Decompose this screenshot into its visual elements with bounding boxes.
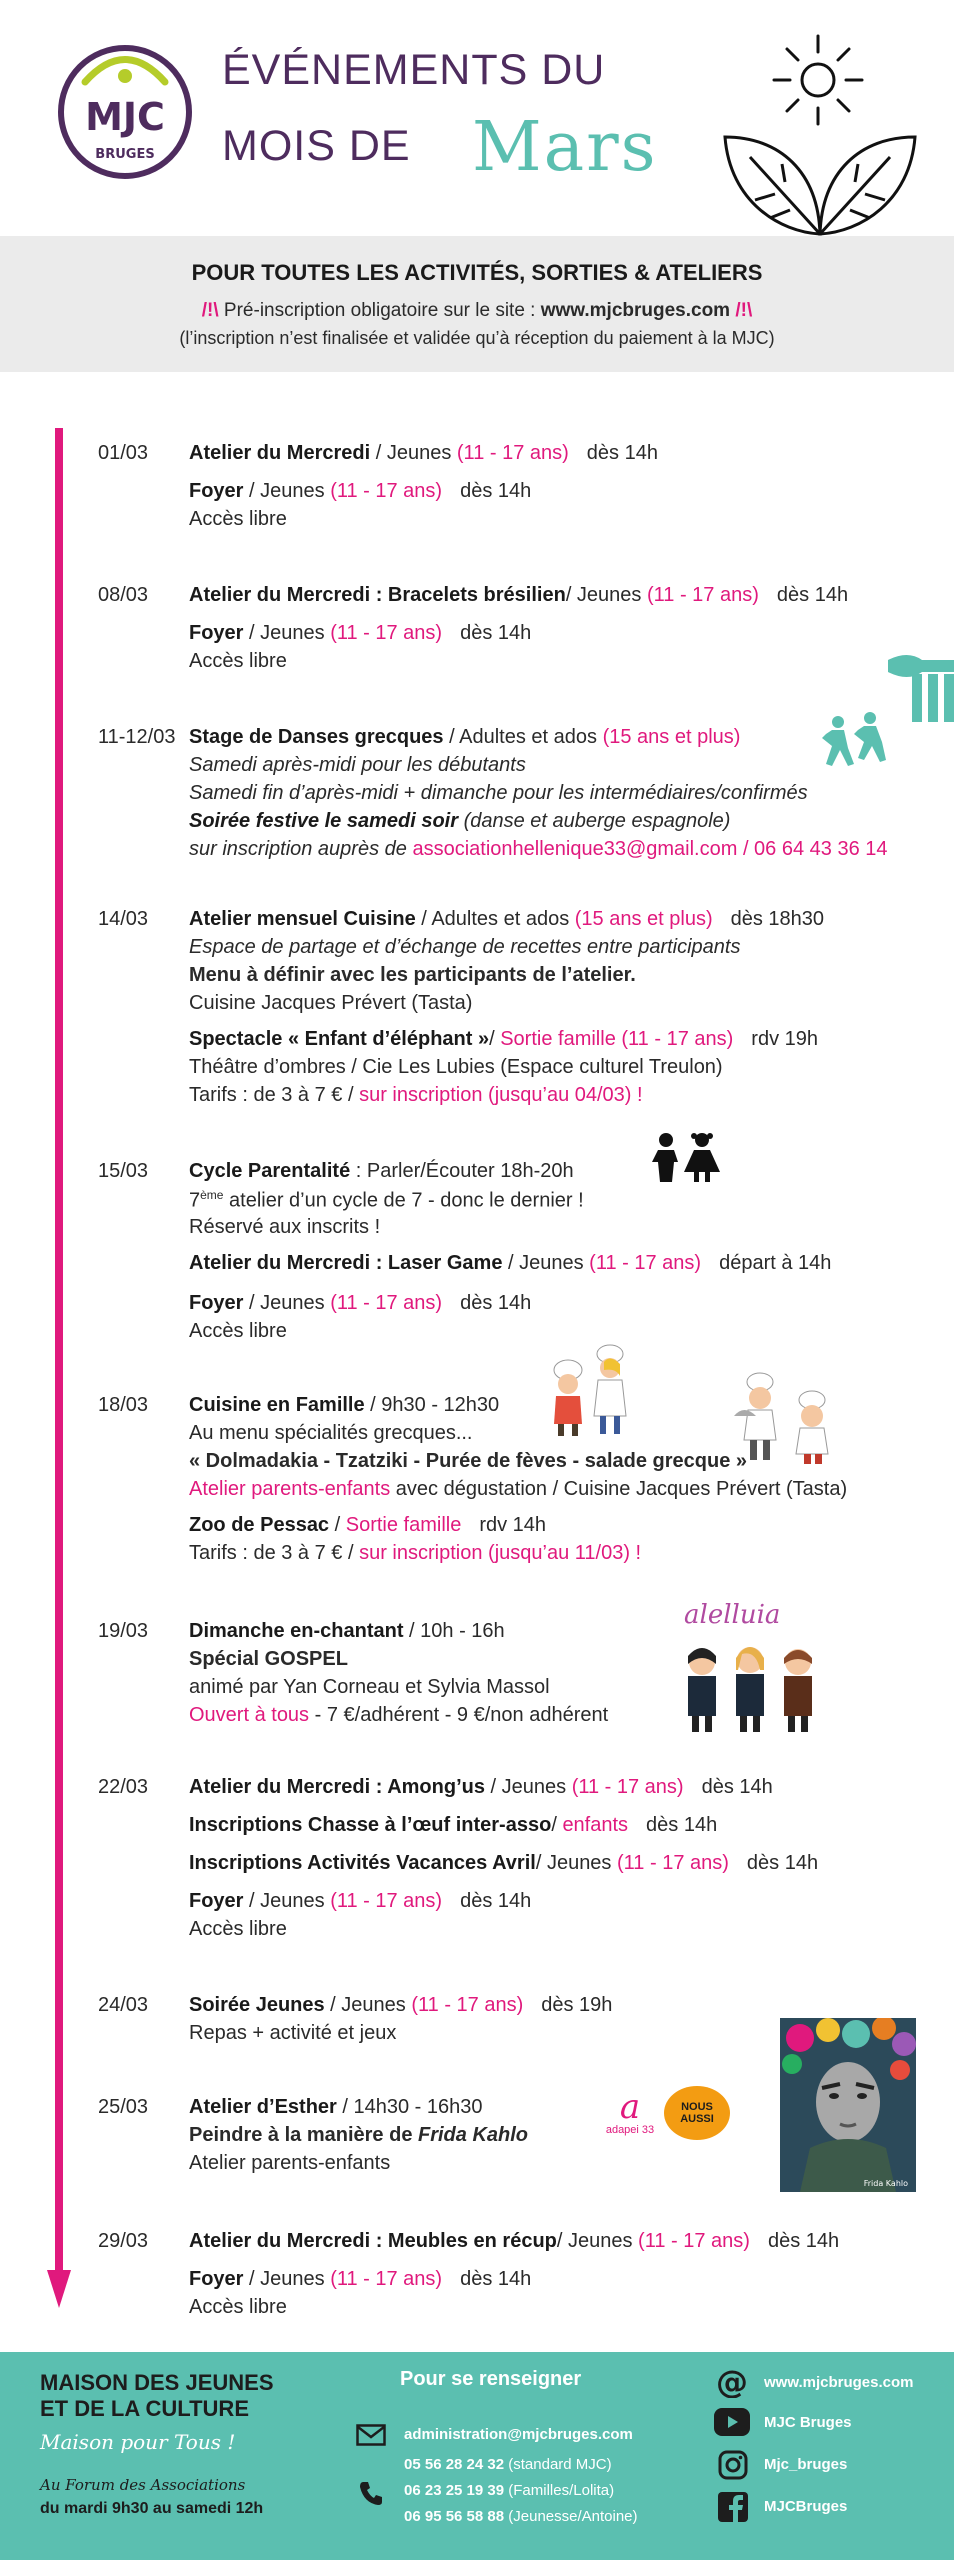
age-range: (15 ans et plus): [574, 908, 713, 930]
event-title: Foyer: [189, 1292, 244, 1314]
event-line: [189, 622, 531, 645]
event-line: [189, 810, 730, 833]
event-text: / 14h30 - 16h30: [336, 2096, 483, 2118]
event-text: Tarifs : de 3 à 7 € /: [189, 1542, 360, 1564]
header: [0, 0, 954, 236]
event-line: Samedi fin d’après-midi + dimanche pour les intermédiaires/confirmés: [189, 782, 808, 804]
age-range: (11 - 17 ans): [411, 1994, 524, 2016]
family-tag: Atelier parents-enfants: [189, 1478, 391, 1500]
adapei-label: adapei 33: [605, 2124, 655, 2136]
event-line: [189, 1776, 773, 1799]
sun-icon: [770, 32, 866, 128]
age-range: enfants: [562, 1814, 629, 1836]
alleluia-text: alelluia: [684, 1600, 781, 1630]
event-text: / Jeunes: [565, 584, 647, 606]
timeline-arrow-icon: [47, 2270, 71, 2308]
parent-child-icon: [648, 1132, 724, 1184]
age-range: (11 - 17 ans): [646, 584, 759, 606]
event-text: / Jeunes: [370, 442, 457, 464]
title-line1: ÉVÉNEMENTS DU: [222, 46, 606, 94]
event-line: Accès libre: [189, 508, 287, 530]
frida-painting-image: [780, 2018, 916, 2192]
slogan: Maison pour Tous !: [40, 2430, 236, 2454]
event-line: [189, 584, 848, 607]
chefs-icon: [730, 1370, 840, 1466]
event-line: [189, 1814, 717, 1837]
info-line2: (l’inscription n’est finalisée et validée qu’à réception du paiement à la MJC): [179, 328, 775, 348]
event-title: Foyer: [189, 1890, 244, 1912]
event-time: dès 18h30: [730, 908, 825, 930]
event-line: [189, 1890, 531, 1913]
phone-label: (Jeunesse/Antoine): [504, 2508, 638, 2525]
event-line: [189, 1704, 608, 1727]
event-line: [189, 480, 531, 503]
info-line1-prefix: Pré-inscription obligatoire sur le site :: [223, 300, 541, 321]
event-title: Inscriptions Chasse à l’œuf inter-asso: [189, 1814, 552, 1836]
event-title: Foyer: [189, 480, 244, 502]
nous-aussi-logo: [664, 2086, 730, 2140]
event-text: / Jeunes: [243, 2268, 331, 2290]
event-line: « Dolmadakia - Tzatziki - Purée de fèves - salade grecque »: [189, 1450, 747, 1472]
age-range: (11 - 17 ans): [330, 1890, 443, 1912]
event-line: [189, 2096, 483, 2119]
event-title: Atelier du Mercredi : Bracelets brésilien: [189, 584, 566, 606]
event-text: /: [551, 1814, 563, 1836]
event-date: 15/03: [98, 1160, 149, 1182]
event-line: [189, 1394, 499, 1417]
greek-column-icon: [888, 650, 954, 722]
age-range: (11 - 17 ans): [621, 1028, 734, 1050]
event-line: [189, 908, 824, 931]
warning-right: /!\: [735, 300, 753, 321]
title-month: Mars: [472, 108, 658, 187]
event-line: Accès libre: [189, 1918, 287, 1940]
event-time: dès 14h: [460, 622, 532, 644]
footer: [0, 2352, 954, 2560]
event-line: Samedi après-midi pour les débutants: [189, 754, 526, 776]
superscript: ème: [200, 1188, 224, 1202]
svg-text:@: @: [716, 2366, 748, 2398]
event-title: Atelier du Mercredi : Laser Game: [189, 1252, 503, 1274]
event-line: [189, 1994, 612, 2017]
event-line: [189, 442, 658, 465]
event-title: Atelier du Mercredi : Among’us: [189, 1776, 485, 1798]
event-line: [189, 1542, 641, 1565]
event-time: dès 14h: [701, 1776, 773, 1798]
event-line: animé par Yan Corneau et Sylvia Massol: [189, 1676, 550, 1698]
event-line: [189, 1252, 831, 1275]
event-date: 01/03: [98, 442, 149, 464]
title-line2: MOIS DE: [222, 122, 411, 170]
event-line: Repas + activité et jeux: [189, 2022, 397, 2044]
event-time: départ à 14h: [719, 1252, 832, 1274]
mail-icon: [356, 2424, 386, 2446]
instagram-link[interactable]: Mjc_bruges: [764, 2456, 848, 2473]
event-text: 7: [189, 1189, 201, 1212]
opening-hours: du mardi 9h30 au samedi 12h: [40, 2500, 264, 2517]
at-icon: [716, 2366, 748, 2398]
event-text: / Adultes et ados: [443, 726, 603, 748]
site-link[interactable]: www.mjcbruges.com: [540, 300, 731, 321]
phone-line[interactable]: [404, 2482, 614, 2499]
event-line: [189, 1514, 546, 1537]
artist-name: Frida Kahlo: [418, 2124, 529, 2146]
event-line: Réservé aux inscrits !: [189, 1216, 381, 1238]
family-tag: Sortie famille: [345, 1514, 462, 1536]
leaves-icon: [720, 122, 920, 242]
event-title: Soirée festive le samedi soir: [189, 810, 459, 832]
dancers-icon: [820, 712, 892, 768]
event-line: [189, 1852, 818, 1875]
event-title: Atelier du Mercredi: [189, 442, 371, 464]
event-date: 14/03: [98, 908, 149, 930]
age-range: (11 - 17 ans): [589, 1252, 702, 1274]
event-title: Foyer: [189, 622, 244, 644]
event-title: Spectacle « Enfant d’éléphant »: [189, 1028, 490, 1050]
phone-number: 06 95 56 58 88: [404, 2508, 505, 2525]
event-text: Peindre à la manière de: [189, 2124, 418, 2146]
age-range: (11 - 17 ans): [617, 1852, 729, 1874]
contact-link[interactable]: associationhellenique33@gmail.com / 06 64 43 36 14: [412, 838, 888, 860]
info-heading: POUR TOUTES LES ACTIVITÉS, SORTIES & ATELIERS: [191, 260, 763, 285]
event-title: Atelier d’Esther: [189, 2096, 337, 2118]
event-line: Spécial GOSPEL: [189, 1648, 348, 1670]
forum-address: Au Forum des Associations: [40, 2476, 246, 2494]
event-title: Cycle Parentalité: [189, 1160, 351, 1182]
event-text: atelier d’un cycle de 7 - donc le dernier !: [223, 1189, 584, 1212]
event-title: Stage de Danses grecques: [189, 726, 444, 748]
youtube-icon: [714, 2408, 750, 2436]
phone-number: 06 23 25 19 39: [404, 2482, 505, 2499]
age-range: (11 - 17 ans): [330, 1292, 443, 1314]
phone-label: (standard MJC): [504, 2456, 612, 2473]
phone-icon: [358, 2480, 384, 2506]
event-text: - 7 €/adhérent - 9 €/non adhérent: [309, 1704, 609, 1726]
event-time: dès 14h: [460, 1292, 532, 1314]
event-line: [189, 2230, 839, 2253]
info-heading: Pour se renseigner: [400, 2368, 582, 2390]
instagram-icon: [718, 2450, 748, 2480]
event-time: dès 19h: [541, 1994, 613, 2016]
event-text: / Jeunes: [502, 1252, 590, 1274]
event-time: dès 14h: [460, 2268, 532, 2290]
phone-line[interactable]: [404, 2456, 612, 2473]
info-band: [0, 236, 954, 372]
event-text: / Jeunes: [484, 1776, 572, 1798]
event-text: / Jeunes: [243, 622, 331, 644]
event-line: [189, 2124, 528, 2147]
event-line: [189, 2268, 531, 2291]
event-time: dès 14h: [586, 442, 658, 464]
event-line: [189, 1478, 847, 1501]
age-range: (11 - 17 ans): [330, 622, 443, 644]
nous-aussi-label: NOUS AUSSI: [680, 2101, 714, 2125]
age-range: (11 - 17 ans): [330, 480, 443, 502]
event-time: rdv 14h: [479, 1514, 547, 1536]
event-text: (danse et auberge espagnole): [458, 810, 731, 832]
event-line: Espace de partage et d’échange de recettes entre participants: [189, 936, 741, 958]
age-range: (11 - 17 ans): [571, 1776, 684, 1798]
event-line: Atelier parents-enfants: [189, 2152, 391, 2174]
mjc-logo: [55, 42, 195, 182]
event-title: Inscriptions Activités Vacances Avril: [189, 1852, 536, 1874]
event-date: 24/03: [98, 1994, 149, 2016]
painting-caption: Frida Kahlo: [863, 2179, 908, 2188]
cooks-icon: [540, 1340, 640, 1440]
registration-link[interactable]: sur inscription (jusqu’au 04/03) !: [359, 1084, 643, 1106]
info-line1: [0, 300, 954, 322]
warning-left: /!\: [201, 300, 219, 321]
event-text: / Adultes et ados: [415, 908, 575, 930]
event-line: Menu à définir avec les participants de l’atelier.: [189, 964, 636, 986]
event-line: [189, 726, 740, 749]
family-tag: Sortie famille: [500, 1028, 622, 1050]
event-line: [189, 1620, 505, 1643]
event-text: / Jeunes: [535, 1852, 617, 1874]
event-line: Théâtre d’ombres / Cie Les Lubies (Espace culturel Treulon): [189, 1056, 723, 1078]
event-text: /: [489, 1028, 501, 1050]
singers-icon: [676, 1640, 826, 1734]
event-text: / 10h - 16h: [403, 1620, 505, 1642]
event-title: Foyer: [189, 2268, 244, 2290]
event-line: [189, 1188, 584, 1213]
event-text: : Parler/Écouter 18h-20h: [350, 1160, 574, 1182]
age-range: (11 - 17 ans): [330, 2268, 443, 2290]
event-time: dès 14h: [767, 2230, 840, 2252]
event-date: 25/03: [98, 2096, 149, 2118]
timeline-bar: [55, 428, 63, 2288]
youtube-link[interactable]: MJC Bruges: [764, 2414, 852, 2431]
event-time: dès 14h: [776, 584, 849, 606]
event-text: / Jeunes: [243, 480, 331, 502]
event-date: 29/03: [98, 2230, 149, 2252]
event-text: / Jeunes: [243, 1890, 331, 1912]
event-line: Accès libre: [189, 2296, 287, 2318]
org-line2: ET DE LA CULTURE: [40, 2396, 249, 2421]
facebook-link[interactable]: MJCBruges: [764, 2498, 848, 2515]
event-line: [189, 1292, 531, 1315]
event-text: / Jeunes: [556, 2230, 639, 2252]
event-text: / Jeunes: [243, 1292, 331, 1314]
event-date: 18/03: [98, 1394, 149, 1416]
org-name: [40, 2370, 274, 2422]
event-time: dès 14h: [746, 1852, 819, 1874]
event-title: Atelier du Mercredi : Meubles en récup: [189, 2230, 557, 2252]
phone-label: (Familles/Lolita): [504, 2482, 615, 2499]
org-line1: MAISON DES JEUNES: [40, 2370, 274, 2395]
event-line: Cuisine Jacques Prévert (Tasta): [189, 992, 473, 1014]
event-date: 19/03: [98, 1620, 149, 1642]
open-tag: Ouvert à tous: [189, 1704, 310, 1726]
event-time: dès 14h: [460, 1890, 532, 1912]
event-line: Au menu spécialités grecques...: [189, 1422, 473, 1444]
adapei-logo: a adapei 33: [600, 2090, 660, 2136]
event-title: Atelier mensuel Cuisine: [189, 908, 416, 930]
event-text: /: [329, 1514, 346, 1536]
event-time: dès 14h: [460, 480, 532, 502]
event-title: Zoo de Pessac: [189, 1514, 330, 1536]
event-line: [189, 1028, 818, 1051]
event-line: [189, 1084, 643, 1107]
phone-number: 05 56 28 24 32: [404, 2456, 505, 2473]
event-time: rdv 19h: [751, 1028, 818, 1050]
facebook-icon: [718, 2492, 748, 2522]
event-title: Soirée Jeunes: [189, 1994, 325, 2016]
event-date: 08/03: [98, 584, 149, 606]
event-line: Accès libre: [189, 650, 287, 672]
event-line: Accès libre: [189, 1320, 287, 1342]
event-date: 11-12/03: [98, 726, 176, 748]
event-text: Tarifs : de 3 à 7 € /: [189, 1084, 360, 1106]
event-line: [189, 1160, 574, 1183]
event-text: avec dégustation / Cuisine Jacques Prévert (Tasta): [390, 1478, 848, 1500]
event-text: / 9h30 - 12h30: [364, 1394, 500, 1416]
event-text: sur inscription auprès de: [189, 838, 413, 860]
event-date: 22/03: [98, 1776, 149, 1798]
phone-line[interactable]: [404, 2508, 638, 2525]
event-time: dès 14h: [646, 1814, 718, 1836]
registration-link[interactable]: sur inscription (jusqu’au 11/03) !: [359, 1542, 642, 1564]
event-line: [189, 838, 888, 861]
age-range: (15 ans et plus): [602, 726, 741, 748]
event-text: / Jeunes: [324, 1994, 412, 2016]
logo-text: MJC: [85, 95, 165, 139]
age-range: (11 - 17 ans): [638, 2230, 750, 2252]
logo-sub: BRUGES: [95, 147, 155, 162]
event-title: Dimanche en-chantant: [189, 1620, 404, 1642]
website-link[interactable]: www.mjcbruges.com: [764, 2374, 914, 2391]
event-title: Cuisine en Famille: [189, 1394, 365, 1416]
age-range: (11 - 17 ans): [456, 442, 569, 464]
email-link[interactable]: administration@mjcbruges.com: [404, 2426, 633, 2443]
